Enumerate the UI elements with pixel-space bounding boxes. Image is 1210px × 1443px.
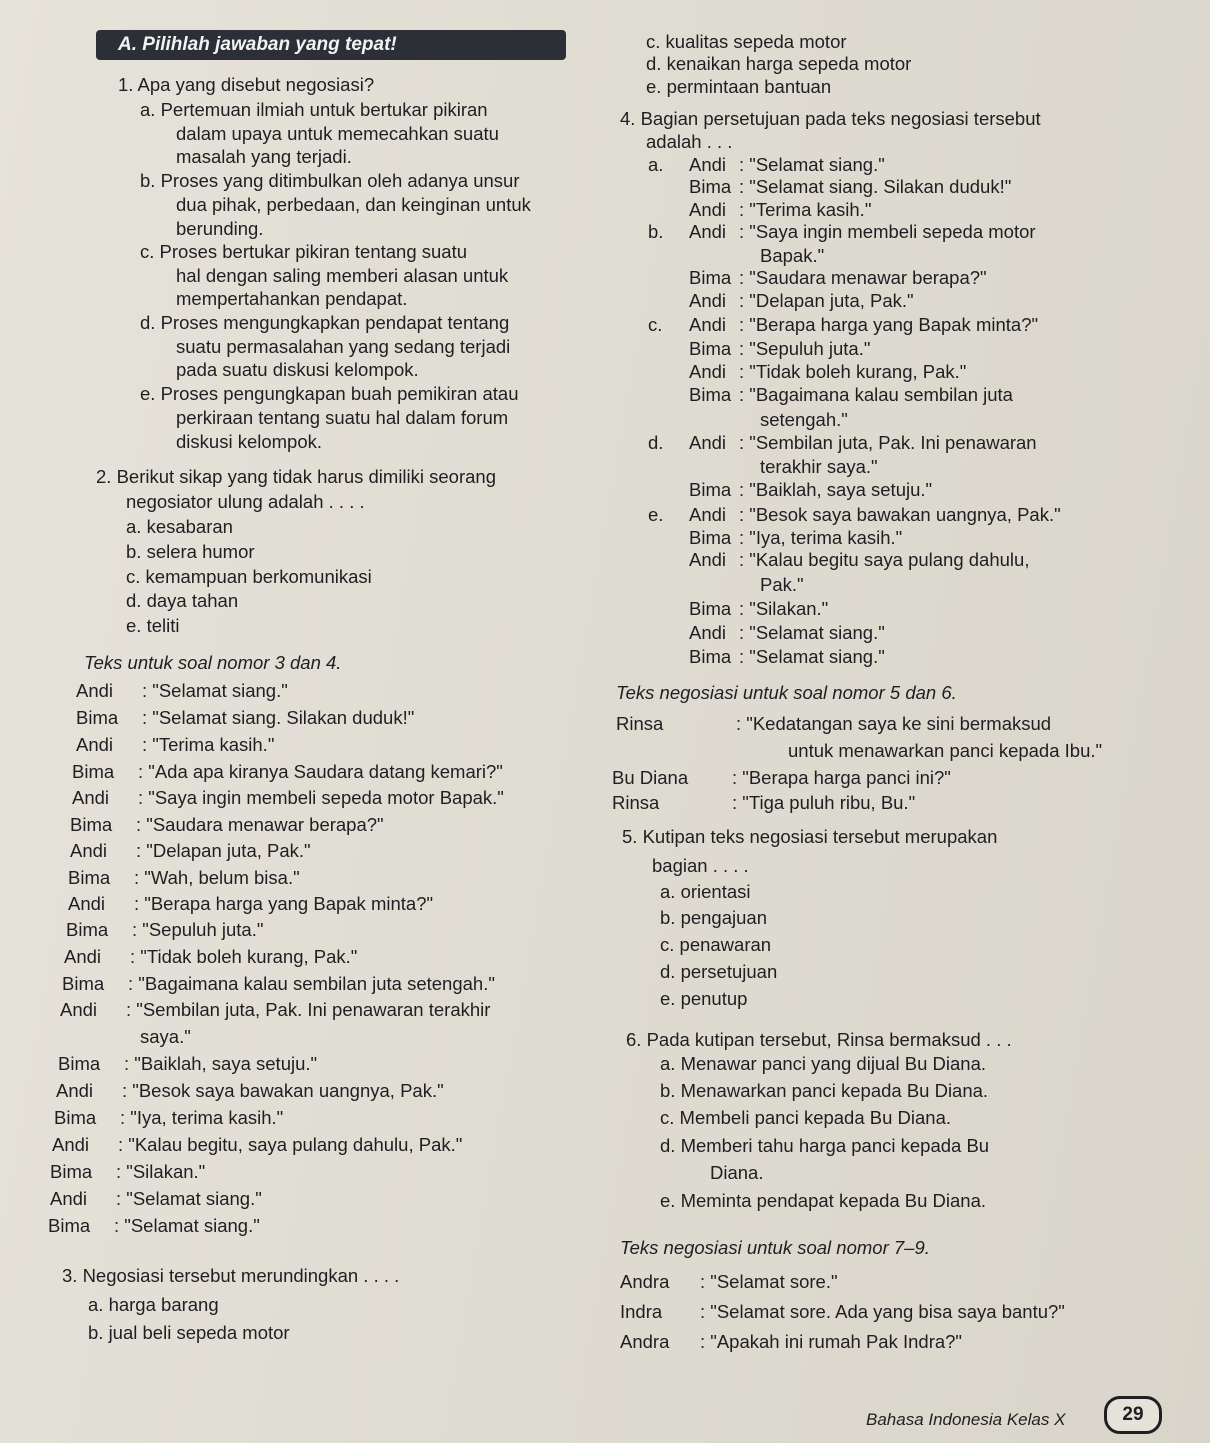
utterance: : "Besok saya bawakan uangnya, Pak." bbox=[122, 1080, 444, 1101]
speaker: Bima bbox=[689, 384, 732, 405]
utterance: : "Bagaimana kalau sembilan juta bbox=[739, 384, 1013, 405]
utterance: : "Ada apa kiranya Saudara datang kemari?" bbox=[138, 761, 503, 782]
q3-option-b: b. jual beli sepeda motor bbox=[88, 1322, 290, 1343]
utterance: : "Iya, terima kasih." bbox=[739, 527, 903, 548]
dialog3-line bbox=[48, 1215, 260, 1237]
speaker: Bima bbox=[70, 814, 113, 835]
speaker: Andi bbox=[60, 999, 98, 1020]
speaker: Andi bbox=[50, 1188, 88, 1209]
q5-option-c: c. penawaran bbox=[660, 934, 772, 955]
option-marker: c. bbox=[648, 314, 663, 335]
utterance: : "Berapa harga panci ini?" bbox=[732, 767, 951, 788]
speaker: Andi bbox=[689, 504, 727, 525]
speaker: Bima bbox=[689, 479, 732, 500]
dialog3-line bbox=[58, 1053, 317, 1075]
dialog3-line bbox=[70, 814, 384, 836]
q1-option-c-cont: hal dengan saling memberi alasan untuk bbox=[176, 265, 509, 286]
utterance: saya." bbox=[140, 1026, 191, 1047]
q1-option-c: c. Proses bertukar pikiran tentang suatu bbox=[140, 241, 468, 262]
q4-dialog-line bbox=[689, 622, 885, 644]
speaker: Andi bbox=[689, 622, 727, 643]
utterance: : "Terima kasih." bbox=[739, 199, 872, 220]
utterance: : "Selamat siang." bbox=[116, 1188, 262, 1209]
q2-option-e: e. teliti bbox=[126, 615, 180, 636]
speaker: Rinsa bbox=[612, 792, 660, 813]
dialog3-line bbox=[50, 1161, 205, 1183]
dialog3-line bbox=[76, 734, 274, 756]
q1-option-b-cont: dua pihak, perbedaan, dan keinginan untuk bbox=[176, 194, 531, 215]
text7-line-1 bbox=[620, 1271, 838, 1293]
utterance: : "Selamat siang." bbox=[739, 646, 885, 667]
q1-option-a-cont: dalam upaya untuk memecahkan suatu bbox=[176, 123, 499, 144]
q4-dialog-line bbox=[689, 221, 1036, 243]
speaker: Andi bbox=[72, 787, 110, 808]
utterance: : "Kalau begitu saya pulang dahulu, bbox=[739, 549, 1030, 570]
q4-dialog-line bbox=[689, 267, 987, 289]
dialog3-line bbox=[54, 1107, 283, 1129]
utterance: : "Saudara menawar berapa?" bbox=[739, 267, 987, 288]
utterance: : "Sembilan juta, Pak. Ini penawaran terakhir bbox=[126, 999, 491, 1020]
dialog3-line bbox=[50, 1188, 262, 1210]
speaker: Rinsa bbox=[616, 713, 664, 734]
utterance: : "Besok saya bawakan uangnya, Pak." bbox=[739, 504, 1061, 525]
speaker: Andi bbox=[689, 199, 727, 220]
utterance: : "Silakan." bbox=[739, 598, 829, 619]
q1-option-b: b. Proses yang ditimbulkan oleh adanya unsur bbox=[140, 170, 520, 191]
q3-option-e: e. permintaan bantuan bbox=[646, 76, 832, 97]
q1-option-e: e. Proses pengungkapan buah pemikiran atau bbox=[140, 383, 519, 404]
question-1: 1. Apa yang disebut negosiasi? bbox=[118, 74, 375, 95]
q4-dialog-line bbox=[760, 245, 824, 267]
speaker: Andi bbox=[689, 290, 727, 311]
speaker: Bima bbox=[689, 176, 732, 197]
speaker: Andi bbox=[76, 734, 114, 755]
utterance: : "Baiklah, saya setuju." bbox=[739, 479, 933, 500]
dialog3-line bbox=[66, 919, 263, 941]
dialog3-line bbox=[62, 973, 495, 995]
utterance: : "Kedatangan saya ke sini bermaksud bbox=[736, 713, 1052, 734]
q1-option-c-cont: mempertahankan pendapat. bbox=[176, 288, 408, 309]
speaker: Bima bbox=[58, 1053, 101, 1074]
utterance: : "Selamat siang." bbox=[739, 622, 885, 643]
utterance: : "Bagaimana kalau sembilan juta setengah." bbox=[128, 973, 495, 994]
q4-dialog-line bbox=[689, 504, 1061, 526]
utterance: : "Sepuluh juta." bbox=[132, 919, 264, 940]
q1-option-e-cont: perkiraan tentang suatu hal dalam forum bbox=[176, 407, 509, 428]
q4-dialog-line bbox=[689, 338, 870, 360]
q6-option-b: b. Menawarkan panci kepada Bu Diana. bbox=[660, 1080, 989, 1101]
speaker: Andi bbox=[689, 361, 727, 382]
speaker: Andi bbox=[52, 1134, 90, 1155]
question-3: 3. Negosiasi tersebut merundingkan . . . . bbox=[62, 1265, 400, 1286]
utterance: : "Silakan." bbox=[116, 1161, 206, 1182]
dialog3-line bbox=[64, 946, 357, 968]
speaker: Andi bbox=[689, 154, 727, 175]
utterance: : "Tidak boleh kurang, Pak." bbox=[739, 361, 967, 382]
q4-dialog-line bbox=[689, 646, 885, 668]
speaker: Indra bbox=[620, 1301, 663, 1322]
utterance: : "Selamat siang." bbox=[114, 1215, 260, 1236]
question-2-cont: negosiator ulung adalah . . . . bbox=[126, 491, 365, 512]
dialog3-line bbox=[52, 1134, 462, 1156]
utterance: : "Selamat siang." bbox=[739, 154, 885, 175]
q6-option-d-cont: Diana. bbox=[710, 1162, 764, 1183]
utterance: : "Selamat sore. Ada yang bisa saya bantu?" bbox=[700, 1301, 1065, 1322]
utterance: setengah." bbox=[760, 409, 848, 430]
speaker: Andi bbox=[689, 549, 727, 570]
speaker: Bima bbox=[66, 919, 109, 940]
page-number: 29 bbox=[1104, 1396, 1162, 1434]
dialog3-line bbox=[72, 787, 504, 809]
speaker: Bu Diana bbox=[612, 767, 689, 788]
speaker: Bima bbox=[68, 867, 111, 888]
q2-option-b: b. selera humor bbox=[126, 541, 255, 562]
utterance: : "Baiklah, saya setuju." bbox=[124, 1053, 318, 1074]
q4-dialog-line bbox=[760, 409, 848, 431]
question-4: 4. Bagian persetujuan pada teks negosiasi tersebut bbox=[620, 108, 1041, 129]
utterance: : "Saya ingin membeli sepeda motor bbox=[739, 221, 1036, 242]
question-5-cont: bagian . . . . bbox=[652, 855, 749, 876]
utterance: terakhir saya." bbox=[760, 456, 878, 477]
q1-option-a-cont: masalah yang terjadi. bbox=[176, 146, 352, 167]
utterance: : "Sepuluh juta." bbox=[739, 338, 871, 359]
speaker: Andi bbox=[70, 840, 108, 861]
q4-dialog-line bbox=[689, 549, 1029, 571]
utterance: : "Tiga puluh ribu, Bu." bbox=[732, 792, 916, 813]
dialog3-line bbox=[76, 680, 288, 702]
option-marker: d. bbox=[648, 432, 664, 453]
utterance: Bapak." bbox=[760, 245, 825, 266]
speaker: Bima bbox=[689, 267, 732, 288]
q1-option-d: d. Proses mengungkapkan pendapat tentang bbox=[140, 312, 510, 333]
q4-dialog-line bbox=[689, 384, 1013, 406]
utterance: : "Selamat siang. Silakan duduk!" bbox=[142, 707, 415, 728]
speaker: Bima bbox=[48, 1215, 91, 1236]
q4-dialog-line bbox=[689, 479, 932, 501]
speaker: Bima bbox=[50, 1161, 93, 1182]
q4-dialog-line bbox=[689, 432, 1037, 454]
q5-option-a: a. orientasi bbox=[660, 881, 751, 902]
speaker: Bima bbox=[689, 646, 732, 667]
utterance: : "Tidak boleh kurang, Pak." bbox=[130, 946, 358, 967]
dialog3-line bbox=[72, 761, 503, 783]
utterance: : "Berapa harga yang Bapak minta?" bbox=[739, 314, 1039, 335]
q2-option-a: a. kesabaran bbox=[126, 516, 233, 537]
q4-dialog-line bbox=[689, 527, 902, 549]
speaker: Andi bbox=[56, 1080, 94, 1101]
q6-option-d: d. Memberi tahu harga panci kepada Bu bbox=[660, 1135, 990, 1156]
dialog3-line bbox=[68, 867, 300, 889]
text-7-intro: Teks negosiasi untuk soal nomor 7–9. bbox=[620, 1237, 930, 1258]
q2-option-c: c. kemampuan berkomunikasi bbox=[126, 566, 372, 587]
utterance: : "Berapa harga yang Bapak minta?" bbox=[134, 893, 434, 914]
speaker: Bima bbox=[689, 598, 732, 619]
q4-dialog-line bbox=[689, 598, 828, 620]
q4-dialog-line bbox=[689, 290, 914, 312]
section-title: A. Pilihlah jawaban yang tepat! bbox=[118, 34, 397, 55]
utterance: : "Terima kasih." bbox=[142, 734, 275, 755]
text-3-intro: Teks untuk soal nomor 3 dan 4. bbox=[84, 652, 342, 673]
utterance: : "Iya, terima kasih." bbox=[120, 1107, 284, 1128]
q6-option-c: c. Membeli panci kepada Bu Diana. bbox=[660, 1107, 952, 1128]
section-header bbox=[96, 30, 566, 60]
question-4-cont: adalah . . . bbox=[646, 131, 733, 152]
speaker: Bima bbox=[62, 973, 105, 994]
q5-option-b: b. pengajuan bbox=[660, 907, 767, 928]
text7-line-2 bbox=[620, 1301, 1065, 1323]
utterance: : "Selamat siang." bbox=[142, 680, 288, 701]
speaker: Andi bbox=[689, 221, 727, 242]
text-5-intro: Teks negosiasi untuk soal nomor 5 dan 6. bbox=[616, 682, 957, 703]
book-title: Bahasa Indonesia Kelas X bbox=[866, 1410, 1066, 1429]
q2-option-d: d. daya tahan bbox=[126, 590, 239, 611]
text5-line-2 bbox=[612, 767, 951, 789]
q6-option-a: a. Menawar panci yang dijual Bu Diana. bbox=[660, 1053, 986, 1074]
q4-dialog-line bbox=[689, 176, 1011, 198]
text7-line-3 bbox=[620, 1331, 962, 1353]
dialog3-line bbox=[70, 840, 311, 862]
q1-option-a: a. Pertemuan ilmiah untuk bertukar pikiran bbox=[140, 99, 488, 120]
speaker: Andi bbox=[64, 946, 102, 967]
q3-option-d: d. kenaikan harga sepeda motor bbox=[646, 53, 912, 74]
speaker: Andi bbox=[689, 314, 727, 335]
q4-dialog-line bbox=[689, 154, 885, 176]
speaker: Andi bbox=[68, 893, 106, 914]
text5-line-1-cont: untuk menawarkan panci kepada Ibu." bbox=[788, 740, 1103, 761]
text5-line-3 bbox=[612, 792, 915, 814]
q4-dialog-line bbox=[689, 314, 1038, 336]
q3-option-c: c. kualitas sepeda motor bbox=[646, 31, 847, 52]
q4-dialog-line bbox=[760, 574, 804, 596]
utterance: : "Delapan juta, Pak." bbox=[739, 290, 914, 311]
text5-line-1 bbox=[616, 713, 1051, 735]
question-2: 2. Berikut sikap yang tidak harus dimiliki seorang bbox=[96, 466, 496, 487]
speaker: Andra bbox=[620, 1331, 670, 1352]
q3-option-a: a. harga barang bbox=[88, 1294, 219, 1315]
utterance: : "Wah, belum bisa." bbox=[134, 867, 300, 888]
question-5: 5. Kutipan teks negosiasi tersebut merupakan bbox=[622, 826, 998, 847]
speaker: Andi bbox=[689, 432, 727, 453]
q5-option-d: d. persetujuan bbox=[660, 961, 778, 982]
option-marker: e. bbox=[648, 504, 664, 525]
q5-option-e: e. penutup bbox=[660, 988, 748, 1009]
speaker: Andra bbox=[620, 1271, 670, 1292]
q4-dialog-line bbox=[760, 456, 878, 478]
speaker: Bima bbox=[689, 527, 732, 548]
speaker: Bima bbox=[54, 1107, 97, 1128]
utterance: : "Sembilan juta, Pak. Ini penawaran bbox=[739, 432, 1037, 453]
dialog3-line bbox=[60, 999, 490, 1021]
q4-dialog-line bbox=[689, 199, 871, 221]
dialog3-line bbox=[140, 1026, 191, 1048]
option-marker: a. bbox=[648, 154, 664, 175]
q1-option-b-cont: berunding. bbox=[176, 218, 264, 239]
q1-option-d-cont: suatu permasalahan yang sedang terjadi bbox=[176, 336, 511, 357]
q1-option-d-cont: pada suatu diskusi kelompok. bbox=[176, 359, 419, 380]
utterance: : "Saya ingin membeli sepeda motor Bapak." bbox=[138, 787, 504, 808]
speaker: Bima bbox=[689, 338, 732, 359]
utterance: : "Saudara menawar berapa?" bbox=[136, 814, 384, 835]
utterance: : "Selamat sore." bbox=[700, 1271, 838, 1292]
utterance: : "Kalau begitu, saya pulang dahulu, Pak." bbox=[118, 1134, 463, 1155]
dialog3-line bbox=[56, 1080, 444, 1102]
utterance: : "Apakah ini rumah Pak Indra?" bbox=[700, 1331, 962, 1352]
utterance: : "Selamat siang. Silakan duduk!" bbox=[739, 176, 1012, 197]
utterance: : "Delapan juta, Pak." bbox=[136, 840, 311, 861]
q1-option-e-cont: diskusi kelompok. bbox=[176, 431, 323, 452]
option-marker: b. bbox=[648, 221, 664, 242]
speaker: Andi bbox=[76, 680, 114, 701]
dialog3-line bbox=[68, 893, 433, 915]
q4-dialog-line bbox=[689, 361, 966, 383]
speaker: Bima bbox=[72, 761, 115, 782]
speaker: Bima bbox=[76, 707, 119, 728]
dialog3-line bbox=[76, 707, 414, 729]
q6-option-e: e. Meminta pendapat kepada Bu Diana. bbox=[660, 1190, 987, 1211]
utterance: Pak." bbox=[760, 574, 804, 595]
question-6: 6. Pada kutipan tersebut, Rinsa bermaksud . . . bbox=[626, 1029, 1012, 1050]
